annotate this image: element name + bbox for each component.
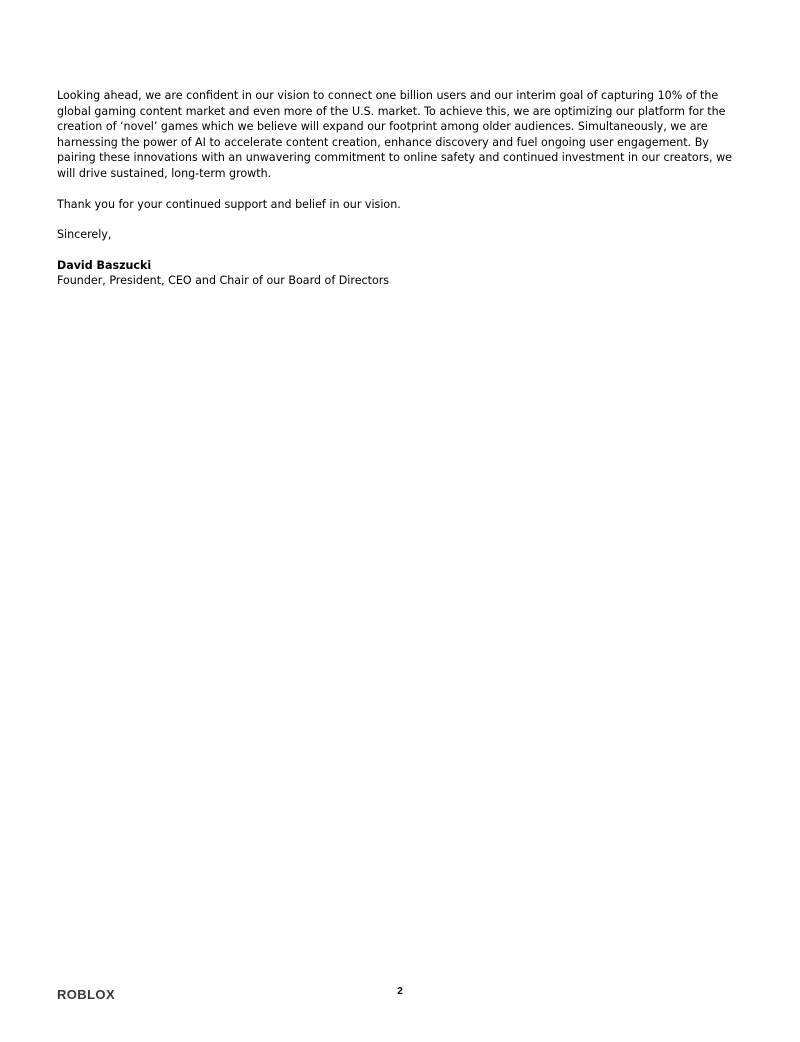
letter-body — [57, 88, 747, 289]
signer-title: Founder, President, CEO and Chair of our Board of Directors — [57, 274, 390, 288]
letter-paragraph: Thank you for your continued support and belief in our vision. — [57, 197, 401, 211]
signer-name: David Baszucki — [57, 258, 152, 272]
page-number: 2 — [397, 986, 403, 997]
letter-paragraph: Looking ahead, we are confident in our vision to connect one billion users and our interim goal of capturing 10% of the global gaming content market and even more of the U.S. market. To achieve this, we are optimizing our platform for the creation of ‘novel’ games which we believe will expand our footprint among older audiences. Simultaneously, we are harnessing the power of AI to accelerate content creation, enhance discovery and fuel ongoing user engagement. By pairing these innovations with an unwavering commitment to online safety and continued investment in our creators, we will drive sustained, long-term growth. — [57, 89, 732, 180]
logo-text: ROBLOX — [57, 987, 116, 1001]
letter-closing: Sincerely, — [57, 228, 112, 242]
roblox-logo-icon — [57, 986, 117, 1002]
page-footer — [0, 984, 800, 1004]
